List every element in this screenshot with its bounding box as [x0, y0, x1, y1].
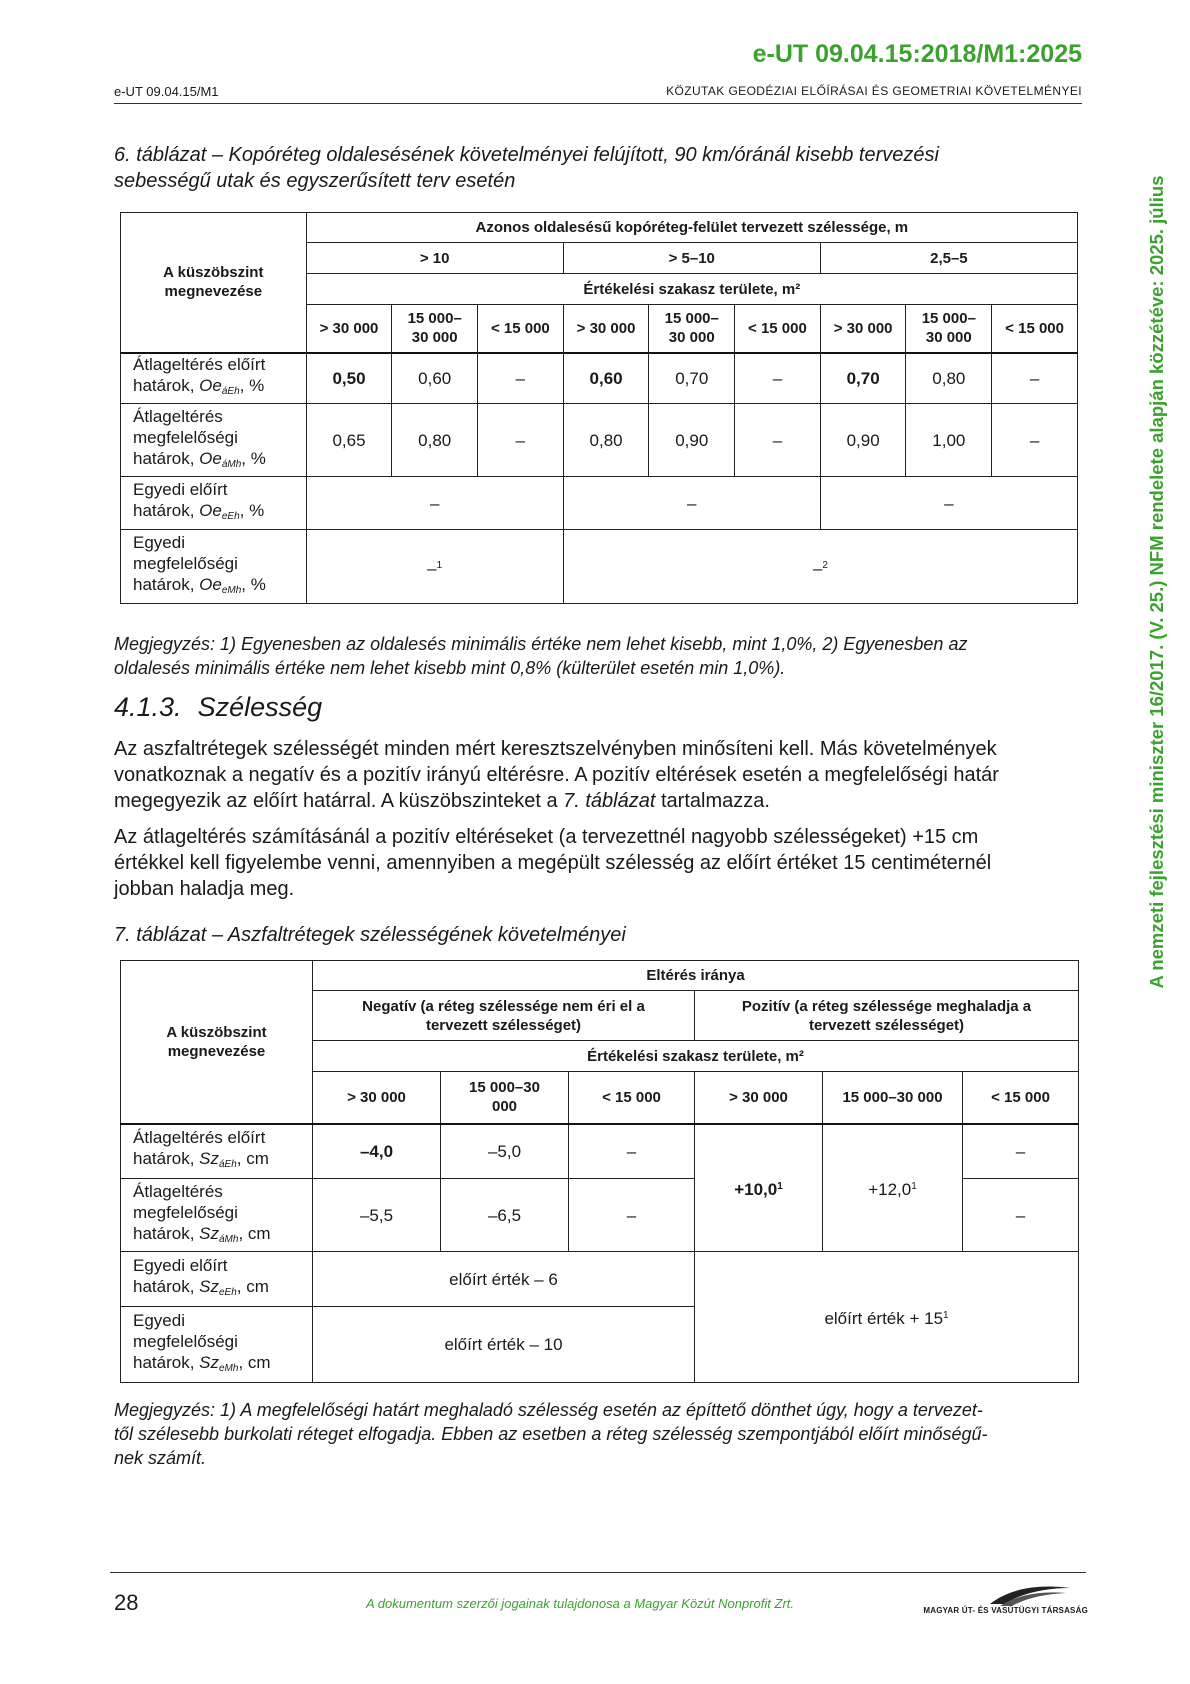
table-cell: $+12,0^1$ — [823, 1124, 963, 1252]
table7-subcol: 15 000–30 000 — [441, 1072, 569, 1124]
table-cell: – — [478, 404, 564, 477]
table-row — [121, 1252, 1079, 1307]
table6 — [120, 212, 1078, 604]
page-number: 28 — [114, 1590, 139, 1615]
row-label: Átlageltérés megfelelőségi határok, $Oe_{áMh}$, % — [121, 404, 307, 477]
side-publication-note: A nemzeti fejlesztési miniszter 16/2017. (V. 25.) NFM rendelete alapján közzétéve: 2025. július — [1146, 175, 1167, 989]
table-cell: – — [963, 1179, 1079, 1252]
table-cell: előírt érték – 6 — [313, 1252, 695, 1307]
table7-note-line2: től szélesebb burkolati réteget elfogadja. Ebben az esetben a réteg szélesség szempontjából előírt minőségű- — [114, 1424, 988, 1444]
table-cell: –$^2$ — [563, 530, 1077, 604]
table6-subcol: 15 000–30 000 — [392, 305, 478, 353]
table6-subcol: > 30 000 — [563, 305, 649, 353]
table7-note-line1: Megjegyzés: 1) A megfelelőségi határt meghaladó szélesség esetén az építtető dönthet úgy, hogy a tervezet- — [114, 1400, 983, 1420]
table6-note-line1: Megjegyzés: 1) Egyenesben az oldalesés minimális értéke nem lehet kisebb, mint 1,0%, 2) Egyenesben az — [114, 634, 968, 654]
table-cell: – — [735, 404, 821, 477]
paragraph-line: Az átlageltérés számításánál a pozitív eltéréseket (a tervezettnél nagyobb szélességeket) +15 cm — [114, 826, 979, 848]
table-cell: előírt érték + $15^1$ — [695, 1252, 1079, 1383]
table6-group-3: 2,5–5 — [820, 243, 1077, 274]
table7-subcol: > 30 000 — [313, 1072, 441, 1124]
row-label: Átlageltérés előírt határok, $Sz_{áEh}$, cm — [121, 1124, 313, 1179]
table-row — [121, 530, 1078, 604]
paragraph-line: értékkel kell figyelembe venni, amennyiben a megépült szélesség az előírt értéket 15 centiméternél — [114, 852, 992, 874]
table-cell: 1,00 — [906, 404, 992, 477]
row-label: Átlageltérés előírt határok, $Oe_{áEh}$, % — [121, 353, 307, 404]
table7-caption: 7. táblázat – Aszfaltrétegek szélességének követelményei — [114, 924, 626, 946]
table-cell: 0,60 — [563, 353, 649, 404]
table-row — [121, 477, 1078, 530]
table6-subcol: > 30 000 — [306, 305, 392, 353]
row-label: Átlageltérés megfelelőségi határok, $Sz_{áMh}$, cm — [121, 1179, 313, 1252]
table-cell: 0,90 — [649, 404, 735, 477]
header-left: e-UT 09.04.15/M1 — [114, 84, 219, 99]
table-row — [121, 1124, 1079, 1179]
table-cell: – — [478, 353, 564, 404]
table-cell: –$^1$ — [306, 530, 563, 604]
table6-note — [114, 632, 1082, 680]
table7-negative-header: Negatív (a réteg szélessége nem éri el a tervezett szélességet) — [313, 991, 695, 1041]
table-cell: –4,0 — [313, 1124, 441, 1179]
table-cell: –5,0 — [441, 1124, 569, 1179]
table7-top-header: Eltérés iránya — [313, 961, 1079, 991]
section-title: Szélesség — [197, 692, 323, 722]
paragraph-1 — [114, 736, 1082, 814]
table-cell: 0,90 — [820, 404, 906, 477]
table7-positive-header: Pozitív (a réteg szélessége meghaladja a tervezett szélességet) — [695, 991, 1079, 1041]
table6-group-2: > 5–10 — [563, 243, 820, 274]
footer-logo — [920, 1582, 1088, 1622]
table-cell: 0,70 — [649, 353, 735, 404]
table6-subcol: 15 000–30 000 — [906, 305, 992, 353]
table-cell: $+10,0^1$ — [695, 1124, 823, 1252]
row-label: Egyedi előírt határok, $Oe_{eEh}$, % — [121, 477, 307, 530]
footer-rule — [110, 1572, 1086, 1573]
table-cell: 0,80 — [906, 353, 992, 404]
paragraph-line: Az aszfaltrétegek szélességét minden mért keresztszelvényben minősíteni kell. Más követelmények — [114, 738, 997, 760]
table-cell: előírt érték – 10 — [313, 1307, 695, 1383]
table-cell: – — [563, 477, 820, 530]
table6-subcol: > 30 000 — [820, 305, 906, 353]
document-code: e-UT 09.04.15:2018/M1:2025 — [752, 40, 1082, 68]
row-label: Egyedi megfelelőségi határok, $Oe_{eMh}$, % — [121, 530, 307, 604]
table-cell: – — [992, 353, 1078, 404]
table6-caption-line2: sebességű utak és egyszerűsített terv esetén — [114, 170, 516, 192]
table7-area-header: Értékelési szakasz területe, m² — [313, 1041, 1079, 1072]
paragraph-line: megegyezik az előírt határral. A küszöbszinteket a 7. táblázat tartalmazza. — [114, 790, 770, 812]
table-cell: – — [992, 404, 1078, 477]
table-cell: 0,60 — [392, 353, 478, 404]
table-cell: 0,65 — [306, 404, 392, 477]
table-cell: – — [820, 477, 1077, 530]
table-cell: – — [569, 1179, 695, 1252]
table-cell: 0,80 — [392, 404, 478, 477]
table6-caption-line1: 6. táblázat – Kopóréteg oldalesésének követelményei felújított, 90 km/óránál kisebb tervezési — [114, 144, 939, 166]
table6-top-header: Azonos oldalesésű kopóréteg-felület tervezett szélessége, m — [306, 213, 1077, 243]
table7-subcol: < 15 000 — [569, 1072, 695, 1124]
table-cell: 0,50 — [306, 353, 392, 404]
table6-group-1: > 10 — [306, 243, 563, 274]
paragraph-2 — [114, 824, 1082, 902]
table6-note-line2: oldalesés minimális értéke nem lehet kisebb mint 0,8% (külterület esetén min 1,0%). — [114, 658, 786, 678]
table-cell: 0,70 — [820, 353, 906, 404]
table6-subcol: < 15 000 — [478, 305, 564, 353]
table-cell: – — [306, 477, 563, 530]
row-label: Egyedi előírt határok, $Sz_{eEh}$, cm — [121, 1252, 313, 1307]
table7-subcol: > 30 000 — [695, 1072, 823, 1124]
table7 — [120, 960, 1079, 1383]
section-heading — [114, 692, 322, 723]
header-right: KÖZUTAK GEODÉZIAI ELŐÍRÁSAI ÉS GEOMETRIAI KÖVETELMÉNYEI — [666, 84, 1082, 98]
table-cell: – — [569, 1124, 695, 1179]
row-label: Egyedi megfelelőségi határok, $Sz_{eMh}$, cm — [121, 1307, 313, 1383]
table-row — [121, 404, 1078, 477]
table-cell: –6,5 — [441, 1179, 569, 1252]
header-rule — [114, 103, 1082, 104]
table7-corner-header: A küszöbszint megnevezése — [121, 961, 313, 1124]
table-row — [121, 353, 1078, 404]
table7-subcol: 15 000–30 000 — [823, 1072, 963, 1124]
footer-copyright: A dokumentum szerzői jogainak tulajdonosa a Magyar Közút Nonprofit Zrt. — [365, 1596, 794, 1611]
paragraph-line: vonatkoznak a negatív és a pozitív irányú eltérésre. A pozitív eltérések esetén a megfelelőségi határ — [114, 764, 999, 786]
logo-swoosh-icon — [920, 1582, 1088, 1608]
table6-subcol: < 15 000 — [992, 305, 1078, 353]
table-cell: – — [735, 353, 821, 404]
table6-corner-header: A küszöbszint megnevezése — [121, 213, 307, 353]
table6-caption — [114, 142, 1082, 194]
paragraph-line: jobban haladja meg. — [114, 878, 295, 900]
table6-subcol: 15 000–30 000 — [649, 305, 735, 353]
table7-note-line3: nek számít. — [114, 1448, 207, 1468]
table7-note — [114, 1398, 1082, 1470]
table6-area-header: Értékelési szakasz területe, m² — [306, 274, 1077, 305]
table-cell: –5,5 — [313, 1179, 441, 1252]
logo-text: MAGYAR ÚT- ÉS VASÚTÜGYI TÁRSASÁG — [923, 1606, 1088, 1615]
table-cell: 0,80 — [563, 404, 649, 477]
table7-subcol: < 15 000 — [963, 1072, 1079, 1124]
table-cell: – — [963, 1124, 1079, 1179]
section-number: 4.1.3. — [114, 692, 182, 722]
table6-subcol: < 15 000 — [735, 305, 821, 353]
